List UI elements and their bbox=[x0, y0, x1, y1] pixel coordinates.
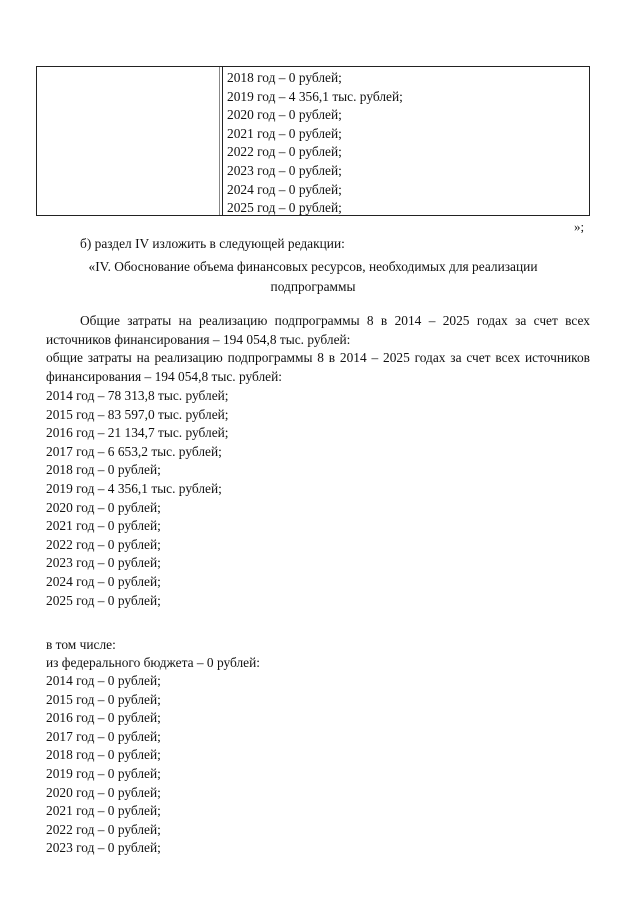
table-row: 2022 год – 0 рублей; bbox=[227, 144, 342, 160]
section-item: б) раздел IV изложить в следующей редакции: bbox=[80, 236, 345, 251]
annual-costs-list bbox=[46, 387, 229, 610]
paragraph-total-costs-repeat: общие затраты на реализацию подпрограммы 8 в 2014 – 2025 годах за счет всех источников финансирования – 194 054,8 тыс. рублей: bbox=[46, 350, 590, 384]
federal-budget-title: из федерального бюджета – 0 рублей: bbox=[46, 655, 261, 670]
table-left-cell bbox=[37, 67, 223, 215]
list-item: 2021 год – 0 рублей; bbox=[46, 803, 161, 819]
list-item: 2020 год – 0 рублей; bbox=[46, 499, 161, 515]
list-item: 2024 год – 0 рублей; bbox=[46, 573, 161, 589]
section-title-line-2: подпрограммы bbox=[270, 279, 356, 294]
list-item: 2017 год – 0 рублей; bbox=[46, 728, 161, 744]
list-item: 2015 год – 83 597,0 тыс. рублей; bbox=[46, 406, 229, 422]
federal-costs-list bbox=[46, 672, 161, 858]
list-item: 2016 год – 21 134,7 тыс. рублей; bbox=[46, 425, 229, 441]
list-item: 2018 год – 0 рублей; bbox=[46, 747, 161, 763]
table-row: 2020 год – 0 рублей; bbox=[227, 107, 342, 123]
list-item: 2022 год – 0 рублей; bbox=[46, 536, 161, 552]
list-item: 2014 год – 0 рублей; bbox=[46, 673, 161, 688]
table-right-cell bbox=[227, 69, 589, 218]
list-item: 2017 год – 6 653,2 тыс. рублей; bbox=[46, 443, 222, 459]
table-row: 2024 год – 0 рублей; bbox=[227, 181, 342, 197]
table-row: 2018 год – 0 рублей; bbox=[227, 70, 342, 85]
table-row: 2023 год – 0 рублей; bbox=[227, 162, 342, 178]
paragraph-total-costs: Общие затраты на реализацию подпрограммы 8 в 2014 – 2025 годах за счет всех источников финансирования – 194 054,8 тыс. рублей: bbox=[46, 313, 590, 347]
list-item: 2022 год – 0 рублей; bbox=[46, 821, 161, 837]
list-item: 2019 год – 0 рублей; bbox=[46, 765, 161, 781]
funding-table bbox=[36, 66, 590, 216]
list-item: 2023 год – 0 рублей; bbox=[46, 840, 161, 856]
table-row: 2019 год – 4 356,1 тыс. рублей; bbox=[227, 88, 403, 104]
list-item: 2023 год – 0 рублей; bbox=[46, 555, 161, 571]
table-row: 2021 год – 0 рублей; bbox=[227, 125, 342, 141]
section-title bbox=[36, 257, 590, 297]
closing-quote: »; bbox=[574, 219, 585, 234]
list-item: 2019 год – 4 356,1 тыс. рублей; bbox=[46, 480, 222, 496]
including-label: в том числе: bbox=[46, 637, 116, 652]
list-item: 2014 год – 78 313,8 тыс. рублей; bbox=[46, 388, 229, 403]
list-item: 2016 год – 0 рублей; bbox=[46, 710, 161, 726]
list-item: 2018 год – 0 рублей; bbox=[46, 462, 161, 478]
section-title-line-1: «IV. Обоснование объема финансовых ресурсов, необходимых для реализации bbox=[88, 259, 538, 274]
list-item: 2020 год – 0 рублей; bbox=[46, 784, 161, 800]
table-row: 2025 год – 0 рублей; bbox=[227, 200, 342, 216]
list-item: 2015 год – 0 рублей; bbox=[46, 691, 161, 707]
list-item: 2021 год – 0 рублей; bbox=[46, 518, 161, 534]
list-item: 2025 год – 0 рублей; bbox=[46, 592, 161, 608]
